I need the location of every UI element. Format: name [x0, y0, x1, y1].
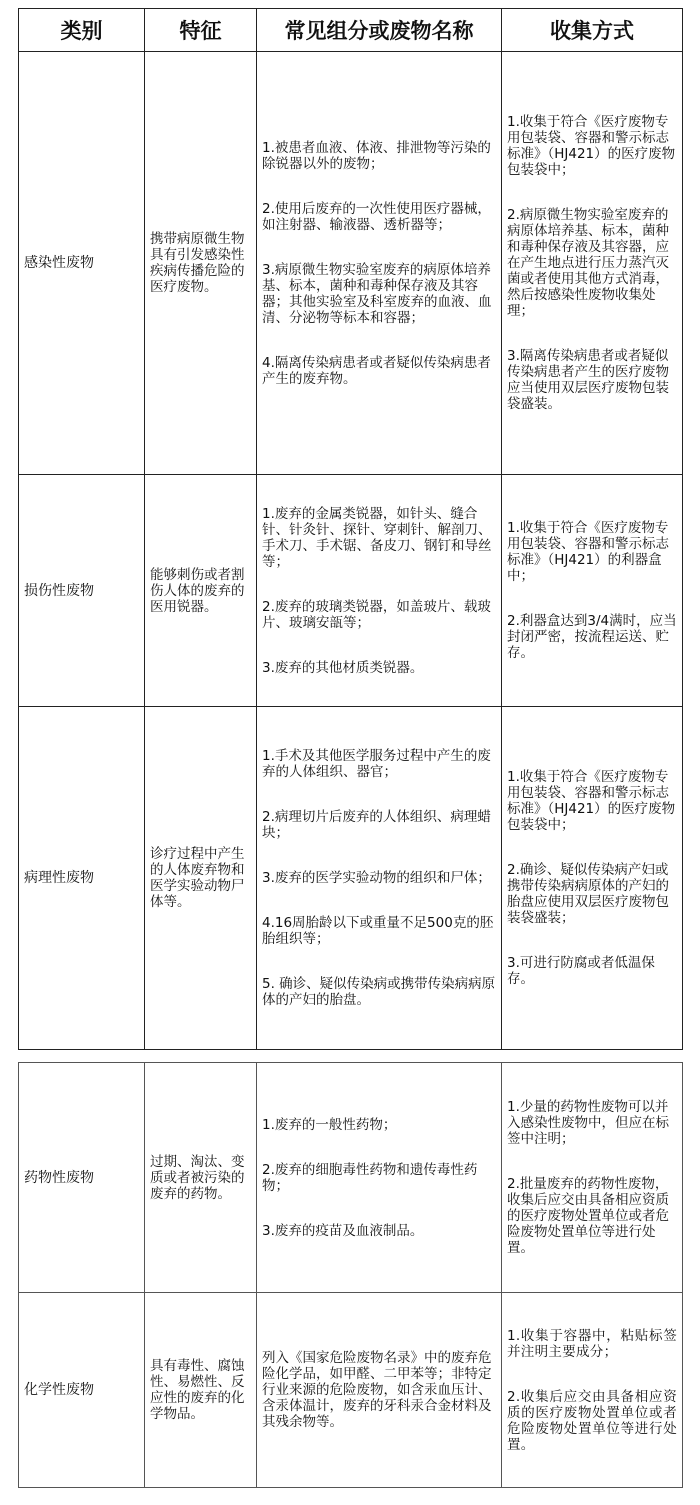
component-item: 3.废弃的其他材质类锐器。 [262, 659, 424, 676]
header-collection: 收集方式 [502, 9, 683, 52]
component-item: 2.废弃的细胞毒性药物和遗传毒性药物； [262, 1161, 478, 1194]
component-item: 1.手术及其他医学服务过程中产生的废弃的人体组织、器官； [262, 748, 491, 780]
component-item: 列入《国家危险废物名录》中的废弃危险化学品，如甲醛、二甲苯等；非特定行业来源的危险废物，如含汞血压计、含汞体温计，废弃的牙科汞合金材料及其残余物等。 [262, 1350, 492, 1430]
category-cell: 药物性废物 [19, 1063, 145, 1293]
component-item: 4.16周胎龄以下或重量不足500克的胚胎组织等； [262, 915, 494, 947]
collection-item: 1.少量的药物性废物可以并入感染性废物中，但应在标签中注明； [507, 1099, 669, 1147]
component-item: 1.被患者血液、体液、排泄物等污染的除锐器以外的废物； [262, 139, 491, 172]
category-cell: 病理性废物 [19, 707, 145, 1050]
component-item: 2.废弃的玻璃类锐器，如盖玻片、载玻片、玻璃安瓿等； [262, 598, 491, 631]
category-cell: 损伤性废物 [19, 475, 145, 707]
component-item: 2.使用后废弃的一次性使用医疗器械，如注射器、输液器、透析器等； [262, 200, 491, 233]
collection-cell [502, 1063, 683, 1293]
component-item: 1.废弃的一般性药物； [262, 1116, 397, 1133]
header-row [19, 9, 683, 52]
category-cell: 感染性废物 [19, 52, 145, 475]
components-cell [257, 52, 502, 475]
collection-item: 1.收集于符合《医疗废物专用包装袋、容器和警示标志标准》（HJ421）的医疗废物包装袋中； [507, 769, 676, 833]
feature-cell: 诊疗过程中产生的人体废弃物和医学实验动物尸体等。 [145, 707, 257, 1050]
medical-waste-table-continued [18, 1062, 683, 1488]
component-item: 5. 确诊、疑似传染病或携带传染病病原体的产妇的胎盘。 [262, 976, 496, 1008]
header-components: 常见组分或废物名称 [257, 9, 502, 52]
collection-item: 3.可进行防腐或者低温保存。 [507, 955, 655, 987]
header-feature: 特征 [145, 9, 257, 52]
category-cell: 化学性废物 [19, 1293, 145, 1488]
medical-waste-table [18, 8, 683, 1050]
collection-item: 1.收集于符合《医疗废物专用包装袋、容器和警示标志标准》（HJ421）的利器盒中； [507, 520, 669, 584]
feature-cell: 能够刺伤或者割伤人体的废弃的医用锐器。 [145, 475, 257, 707]
components-cell [257, 1063, 502, 1293]
feature-cell: 携带病原微生物具有引发感染性疾病传播危险的医疗废物。 [145, 52, 257, 475]
collection-cell [502, 475, 683, 707]
collection-item: 2.利器盒达到3/4满时，应当封闭严密，按流程运送、贮存。 [507, 613, 677, 661]
component-item: 2.病理切片后废弃的人体组织、病理蜡块； [262, 809, 491, 841]
feature-cell: 过期、淘汰、变质或者被污染的废弃的药物。 [145, 1063, 257, 1293]
component-item: 3.废弃的医学实验动物的组织和尸体； [262, 870, 491, 886]
collection-item: 2.病原微生物实验室废弃的病原体培养基、标本，菌种和毒种保存液及其容器，应在产生地点进行压力蒸汽灭菌或者使用其他方式消毒，然后按感染性废物收集处理； [507, 207, 669, 319]
table-row [19, 707, 683, 1050]
collection-item: 2.收集后应交由具备相应资质的医疗废物处置单位或者危险废物处置单位等进行处置。 [507, 1388, 677, 1453]
component-item: 3.病原微生物实验室废弃的病原体培养基、标本，菌种和毒种保存液及其容器；其他实验室及科室废弃的血液、血清、分泌物等标本和容器； [262, 261, 492, 326]
component-item: 3.废弃的疫苗及血液制品。 [262, 1222, 424, 1239]
table-row [19, 52, 683, 475]
component-item: 4.隔离传染病患者或者疑似传染病患者产生的废弃物。 [262, 354, 491, 387]
components-cell [257, 1293, 502, 1488]
feature-cell: 具有毒性、腐蚀性、易燃性、反应性的废弃的化学物品。 [145, 1293, 257, 1488]
collection-item: 2.确诊、疑似传染病产妇或携带传染病病原体的产妇的胎盘应使用双层医疗废物包装袋盛装； [507, 862, 669, 926]
collection-cell [502, 1293, 683, 1488]
collection-item: 3.隔离传染病患者或者疑似传染病患者产生的医疗废物应当使用双层医疗废物包装袋盛装。 [507, 348, 669, 412]
collection-item: 2.批量废弃的药物性废物，收集后应交由具备相应资质的医疗废物处置单位或者危险废物处置单位等进行处置。 [507, 1176, 669, 1256]
collection-item: 1.收集于符合《医疗废物专用包装袋、容器和警示标志标准》（HJ421）的医疗废物包装袋中； [507, 114, 676, 178]
components-cell [257, 475, 502, 707]
header-category: 类别 [19, 9, 145, 52]
collection-cell [502, 52, 683, 475]
table-row [19, 475, 683, 707]
components-cell [257, 707, 502, 1050]
collection-cell [502, 707, 683, 1050]
collection-item: 1.收集于容器中，粘贴标签并注明主要成分； [507, 1327, 677, 1360]
table-row [19, 1063, 683, 1293]
component-item: 1.废弃的金属类锐器，如针头、缝合针、针灸针、探针、穿刺针、解剖刀、手术刀、手术锯、备皮刀、钢钉和导丝等； [262, 505, 492, 570]
table-row [19, 1293, 683, 1488]
